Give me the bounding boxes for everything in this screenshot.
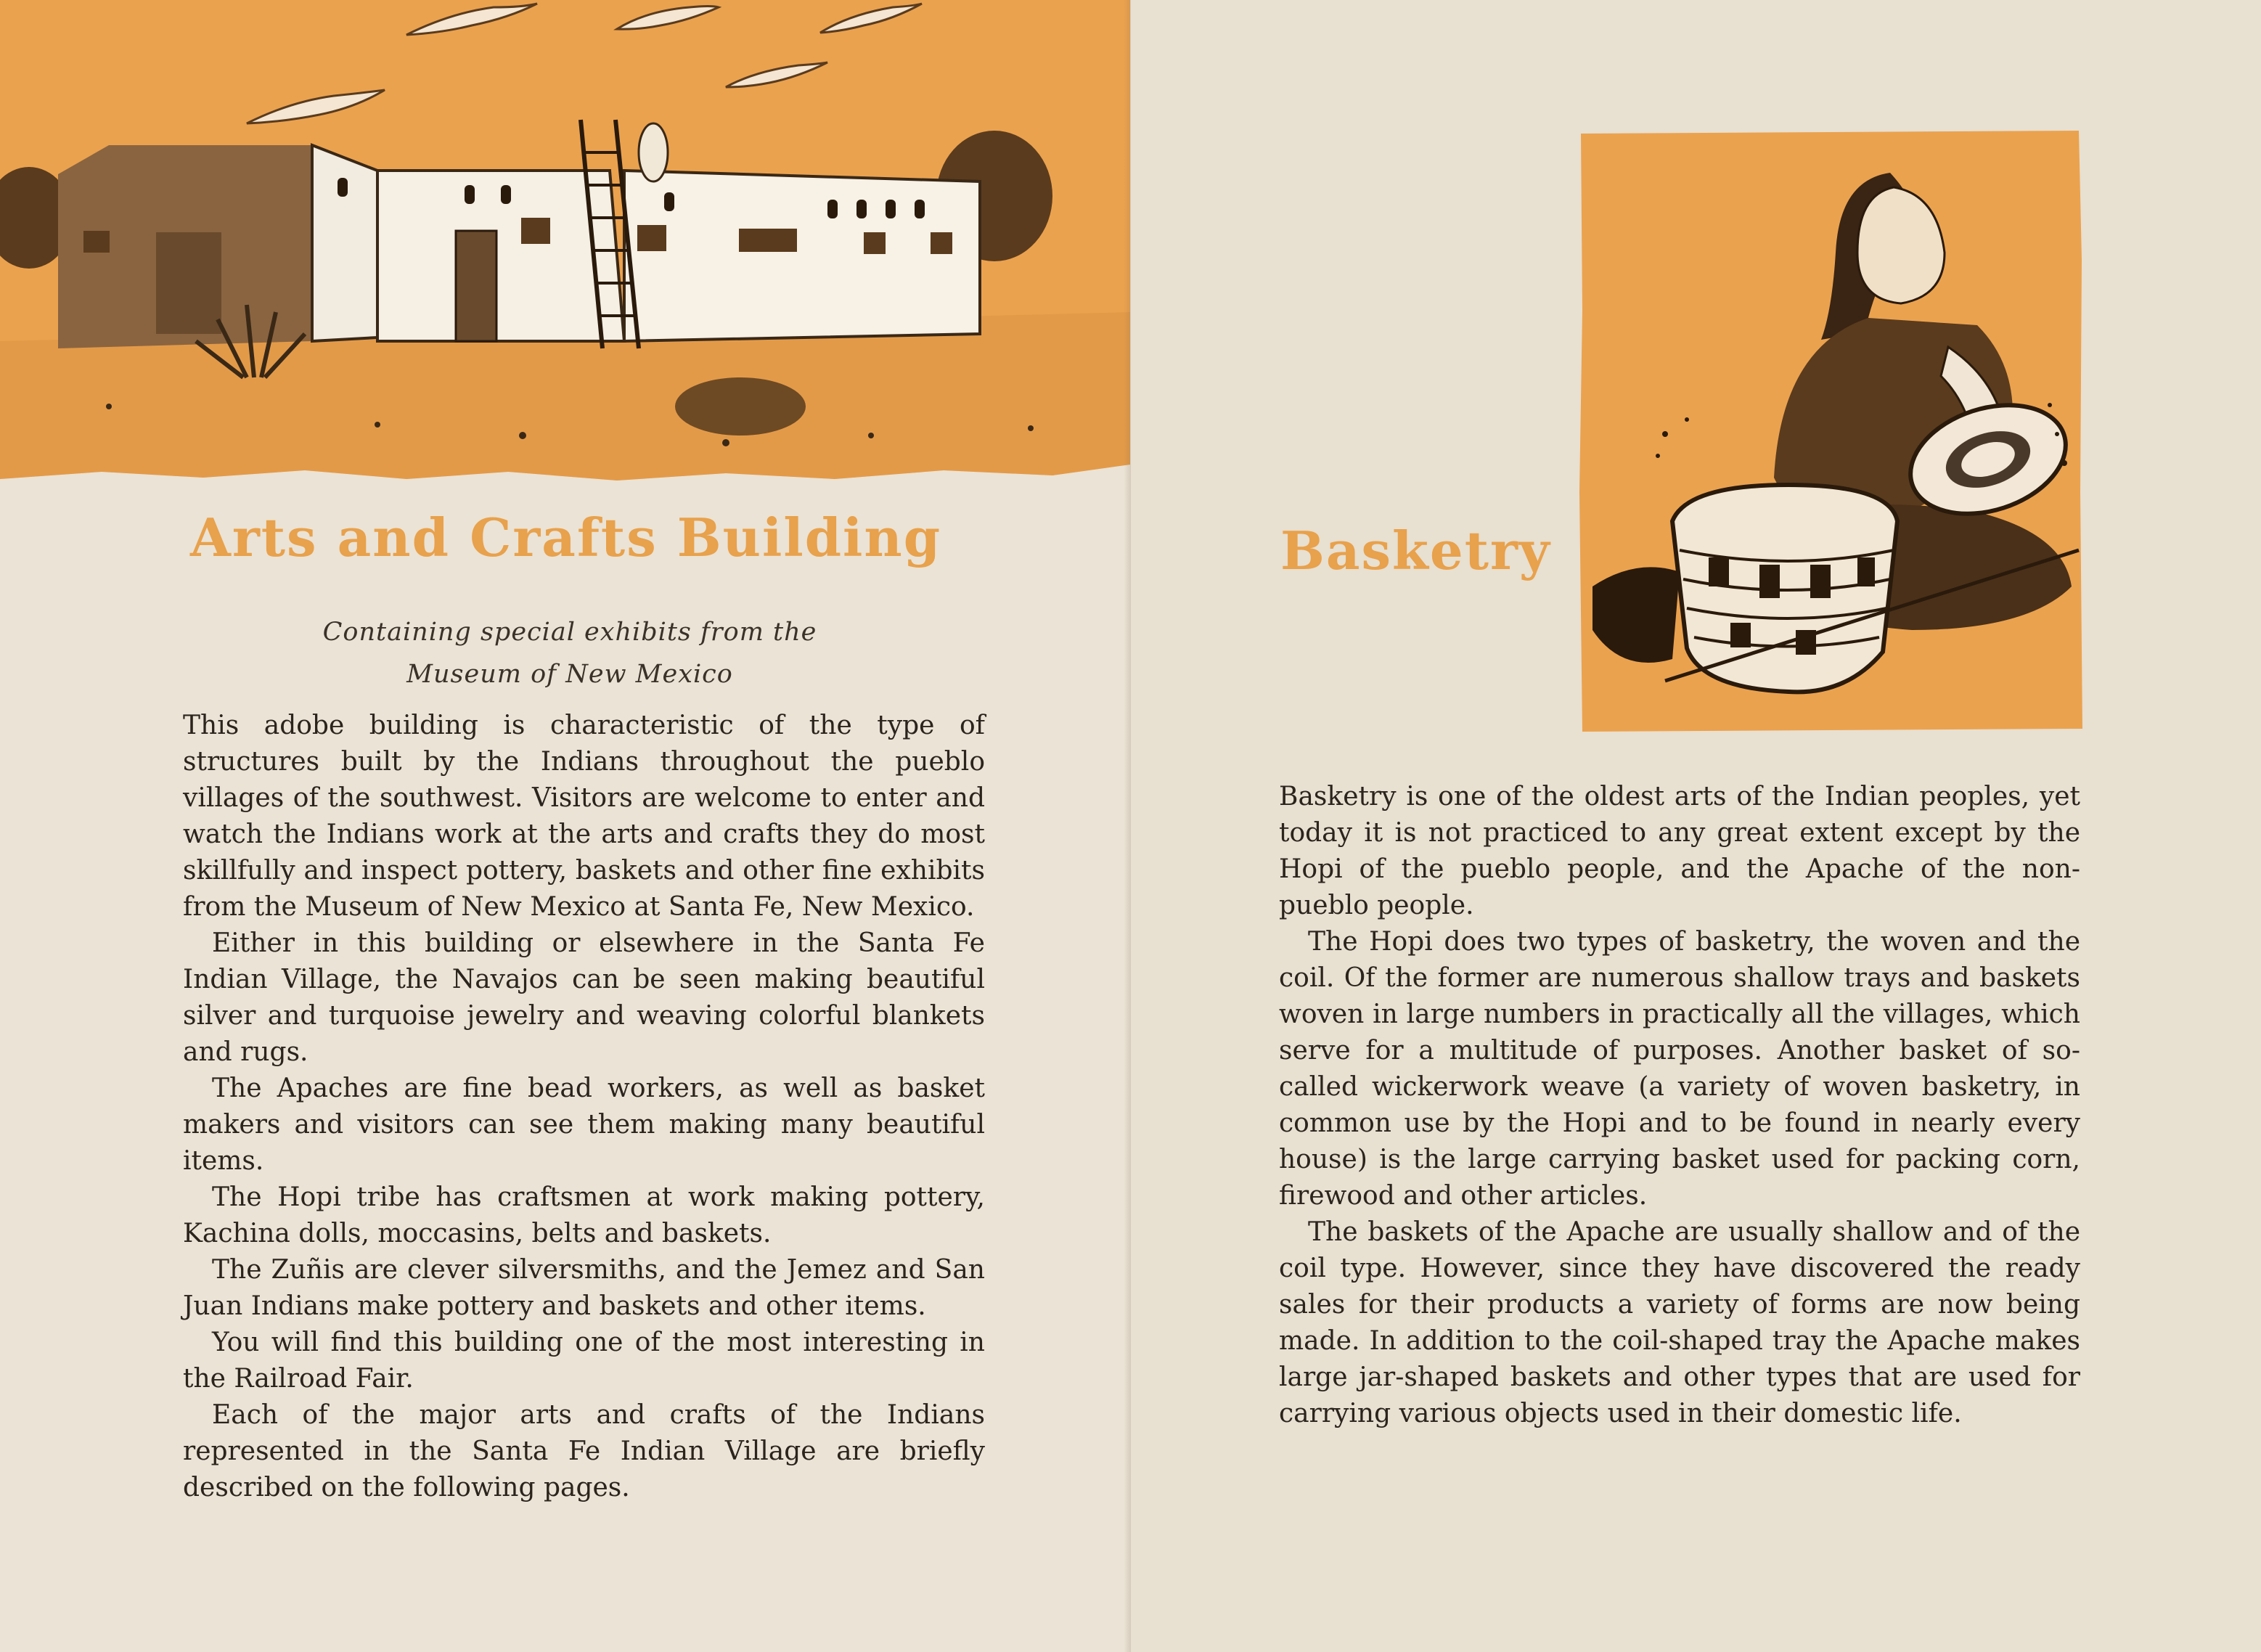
page-title: Arts and Crafts Building bbox=[190, 507, 942, 568]
paragraph: The Apaches are fine bead workers, as well as basket makers and visitors can see them making many beautiful items. bbox=[183, 1074, 985, 1176]
paragraph: Basketry is one of the oldest arts of the Indian peoples, yet today it is not practiced to any great extent except by the Hopi of the pueblo people, and the Apache of the non-pueblo people. bbox=[1279, 782, 2080, 920]
paragraph: Either in this building or elsewhere in the Santa Fe Indian Village, the Navajos can be seen making beautiful silver and turquoise jewelry and weaving colorful blankets and rugs. bbox=[183, 928, 985, 1067]
subtitle-line-1: Containing special exhibits from the bbox=[322, 618, 817, 647]
subtitle-line-2: Museum of New Mexico bbox=[406, 660, 733, 689]
paragraph: The Hopi tribe has craftsmen at work making pottery, Kachina dolls, moccasins, belts and baskets. bbox=[183, 1182, 985, 1248]
body-text bbox=[1279, 779, 2080, 1432]
adobe-building-illustration bbox=[0, 0, 1130, 486]
paragraph: This adobe building is characteristic of the type of structures built by the Indians throughout the pueblo villages of the southwest. Visitors are welcome to enter and watch the Indians work at the arts and crafts they do most skillfully and inspect pottery, baskets and other fine exhibits from the Museum of New Mexico at Santa Fe, New Mexico. bbox=[183, 711, 985, 922]
page-title: Basketry bbox=[1280, 520, 1551, 581]
paragraph: The Zuñis are clever silversmiths, and the Jemez and San Juan Indians make pottery and baskets and other items. bbox=[183, 1255, 985, 1321]
basket-weaver-illustration bbox=[1578, 129, 2083, 732]
paragraph: The baskets of the Apache are usually shallow and of the coil type. However, since they have discovered the ready sales for their products a variety of forms are now being made. In addition to the coil-shaped tray the Apache makes large jar-shaped baskets and other types that are used for carrying various objects used in their domestic life. bbox=[1279, 1217, 2080, 1428]
paragraph: You will find this building one of the most interesting in the Railroad Fair. bbox=[183, 1328, 985, 1394]
paragraph: The Hopi does two types of basketry, the woven and the coil. Of the former are numerous shallow trays and baskets woven in large numbers in practically all the villages, which serve for a multitude of purposes. Another basket of so-called wickerwork weave (a variety of woven basketry, in common use by the Hopi and to be found in nearly every house) is the large carrying basket used for packing corn, firewood and other articles. bbox=[1279, 927, 2080, 1211]
paragraph: Each of the major arts and crafts of the Indians represented in the Santa Fe Indian Village are briefly described on the following pages. bbox=[183, 1400, 985, 1502]
left-page bbox=[0, 0, 1130, 1652]
subtitle bbox=[189, 611, 951, 695]
body-text bbox=[183, 708, 985, 1506]
right-page bbox=[1131, 0, 2261, 1652]
